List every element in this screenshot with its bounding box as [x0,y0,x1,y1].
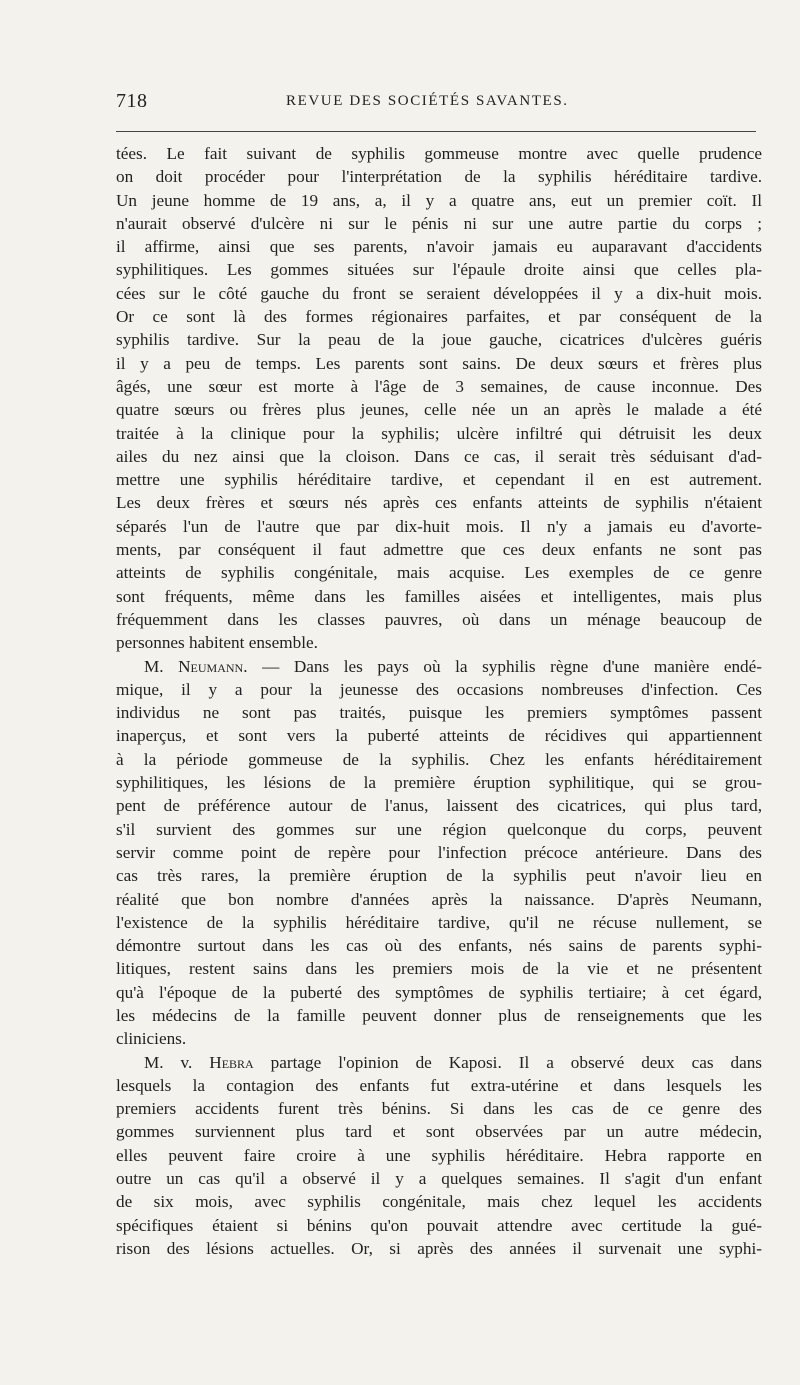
text-line: individus ne sont pas traités, puisque les premiers symptômes passent [116,703,762,723]
text-line: Un jeune homme de 19 ans, a, il y a quatre ans, eut un premier coït. Il [116,190,762,210]
text-line: premiers accidents furent très bénins. Si dans les cas de ce genre des [116,1099,762,1119]
text-line: de six mois, avec syphilis congénitale, mais chez lequel les accidents [116,1192,762,1212]
text-line: sont fréquents, même dans les familles aisées et intelligentes, mais plus [116,586,762,606]
text-line: litiques, restent sains dans les premiers mois de la vie et ne présentent [116,959,762,979]
text-line: elles peuvent faire croire à une syphilis héréditaire. Hebra rapporte en [116,1145,762,1165]
speaker-line-rest: partage l'opinion de Kaposi. Il a observé deux cas dans [253,1052,762,1072]
text-line: mettre une syphilis héréditaire tardive, et cependant il en est autrement. [116,470,762,490]
paragraph-neumann [116,655,762,1051]
text-line: fréquemment dans les classes pauvres, où dans un ménage beaucoup de [116,609,762,629]
text-line: démontre surtout dans les cas où des enfants, nés sains de parents syphi- [116,936,762,956]
text-line: âgés, une sœur est morte à l'âge de 3 semaines, de cause inconnue. Des [116,376,762,396]
text-line: atteints de syphilis congénitale, mais acquise. Les exemples de ce genre [116,563,762,583]
text-line: s'il survient des gommes sur une région quelconque du corps, peuvent [116,819,762,839]
text-line: spécifiques étaient si bénins qu'on pouvait attendre avec certitude la gué- [116,1215,762,1235]
text-line: l'existence de la syphilis héréditaire tardive, qu'il ne récuse nullement, se [116,912,762,932]
text-line: inaperçus, et sont vers la puberté atteints de récidives qui appartiennent [116,726,762,746]
text-line: syphilis tardive. Sur la peau de la joue gauche, cicatrices d'ulcères guéris [116,330,762,350]
page-number: 718 [116,90,148,112]
text-line: séparés l'un de l'autre que par dix-huit mois. Il n'y a jamais eu d'avorte- [116,516,762,536]
text-line: Or ce sont là des formes régionaires parfaites, et par conséquent de la [116,307,762,327]
text-line: on doit procéder pour l'interprétation de la syphilis héréditaire tardive. [116,167,762,187]
speaker-line [116,1051,762,1074]
text-line: cas très rares, la première éruption de la syphilis peut n'avoir lieu en [116,866,762,886]
speaker-line-rest: — Dans les pays où la syphilis règne d'une manière endé- [247,656,762,676]
running-title: REVUE DES SOCIÉTÉS SAVANTES. [286,93,569,109]
text-line: ments, par conséquent il faut admettre que ces deux enfants ne sont pas [116,540,762,560]
speaker-prefix: M. [144,656,179,676]
text-line: syphilitiques, les lésions de la première éruption syphilitique, qui se grou- [116,773,762,793]
text-line: syphilitiques. Les gommes situées sur l'épaule droite ainsi que celles pla- [116,260,762,280]
text-line: lesquels la contagion des enfants fut extra-utérine et dans lesquels les [116,1075,762,1095]
text-line: cliniciens. [116,1029,187,1049]
text-line: les médecins de la famille peuvent donner plus de renseignements que les [116,1005,762,1025]
text-line: gommes surviennent plus tard et sont observées par un autre médecin, [116,1122,762,1142]
speaker-line [116,655,762,678]
text-line: ailes du nez ainsi que la cloison. Dans ce cas, il serait très séduisant d'ad- [116,446,762,466]
text-line: il affirme, ainsi que ses parents, n'avoir jamais eu auparavant d'accidents [116,237,762,257]
text-line: mique, il y a pour la jeunesse des occasions nombreuses d'infection. Ces [116,679,762,699]
text-line: n'aurait observé d'ulcère ni sur le pénis ni sur une autre partie du corps ; [116,213,762,233]
text-line: réalité que bon nombre d'années après la naissance. D'après Neumann, [116,889,762,909]
speaker-name: Hebra [209,1052,254,1072]
text-line: quatre sœurs ou frères plus jeunes, celle née un an après le malade a été [116,400,762,420]
body-text [116,142,762,1260]
text-line: traitée à la clinique pour la syphilis; ulcère infiltré qui détruisit les deux [116,423,762,443]
text-line: outre un cas qu'il a observé il y a quelques semaines. Il s'agit d'un enfant [116,1169,762,1189]
text-line: pent de préférence autour de l'anus, laissent des cicatrices, qui plus tard, [116,796,762,816]
text-line: qu'à l'époque de la puberté des symptômes de syphilis tertiaire; à cet égard, [116,982,762,1002]
text-line: tées. Le fait suivant de syphilis gommeuse montre avec quelle prudence [116,144,762,163]
text-line: Les deux frères et sœurs nés après ces enfants atteints de syphilis n'étaient [116,493,762,513]
paragraph-hebra [116,1051,762,1261]
header-rule [116,131,756,132]
text-line: cées sur le côté gauche du front se seraient développées il y a dix-huit mois. [116,283,762,303]
text-line: servir comme point de repère pour l'infection précoce antérieure. Dans des [116,842,762,862]
speaker-name: Neumann. [178,656,248,676]
paragraph-1 [116,142,762,655]
text-line: il y a peu de temps. Les parents sont sains. De deux sœurs et frères plus [116,353,762,373]
page-header [116,90,760,120]
text-line: rison des lésions actuelles. Or, si après des années il survenait une syphi- [116,1238,762,1258]
text-line: personnes habitent ensemble. [116,633,318,653]
text-line: à la période gommeuse de la syphilis. Chez les enfants héréditairement [116,749,762,769]
speaker-prefix: M. v. [144,1052,210,1072]
